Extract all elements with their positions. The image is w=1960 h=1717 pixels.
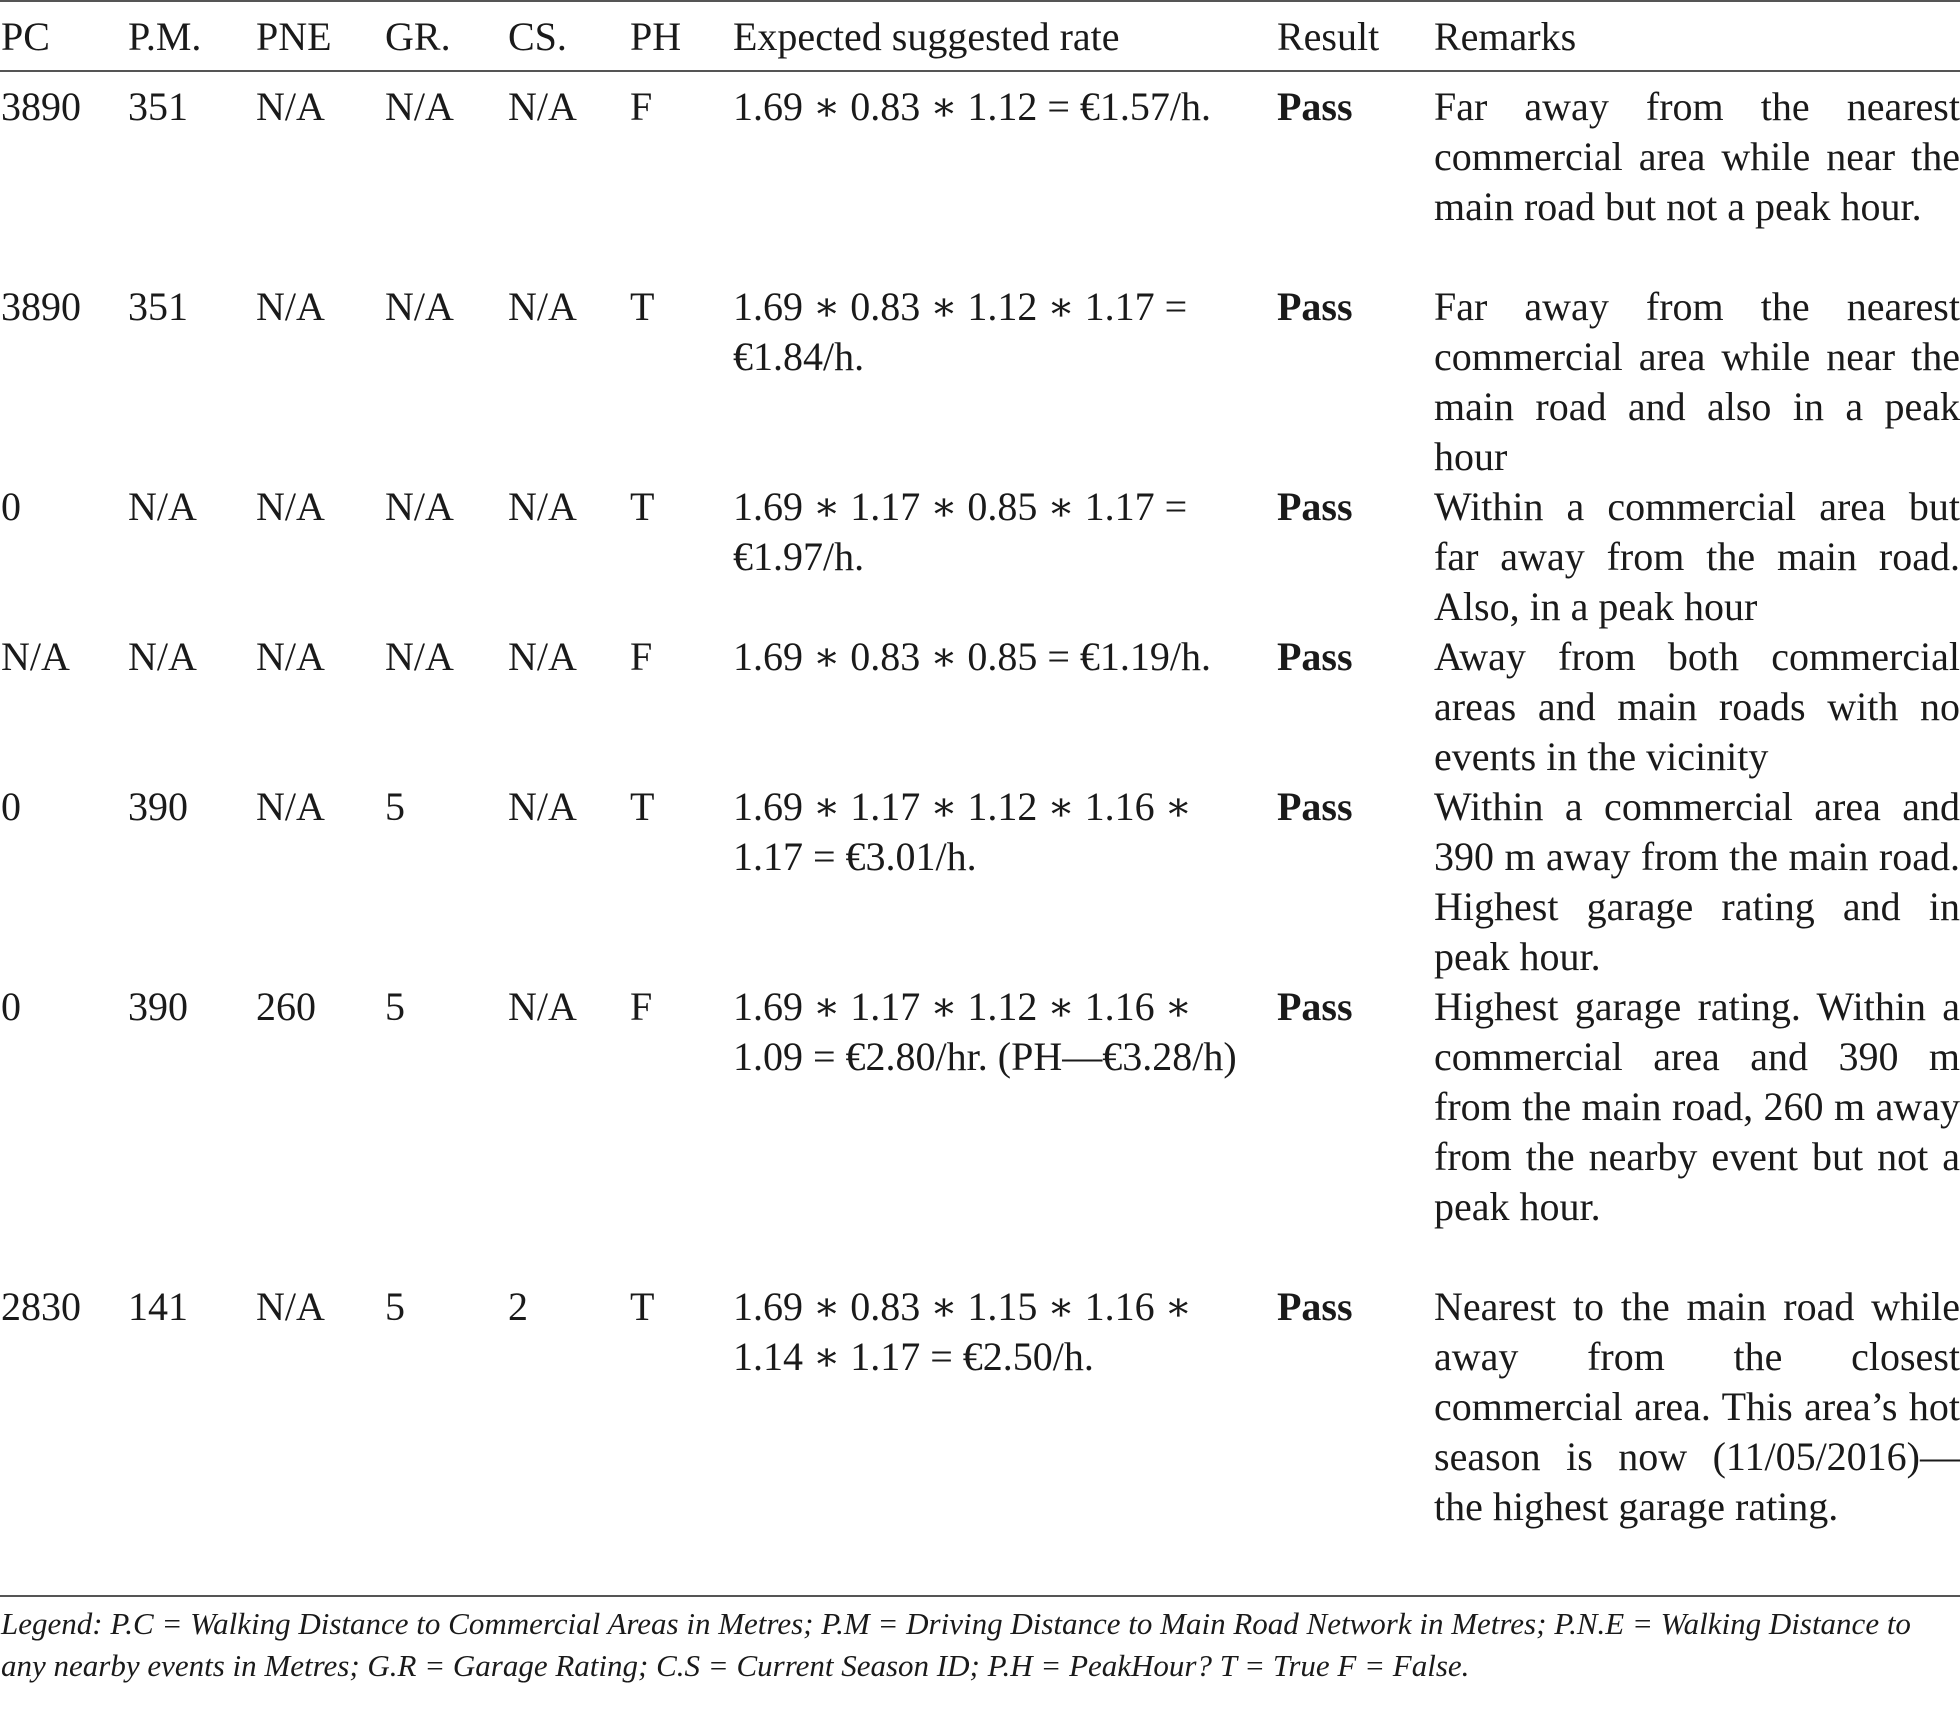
header-pne: PNE [256, 14, 332, 59]
cell-remarks: Away from both commercial areas and main roads with no events in the vicinity [1434, 634, 1960, 779]
cell-pc: 0 [1, 484, 21, 529]
table-legend: Legend: P.C = Walking Distance to Commercial Areas in Metres; P.M = Driving Distance to Main Road Network in Metres; P.N.E = Walking Distance to any nearby events in Metres; G.R = Garage Rating; C.S = Current Season ID; P.H = PeakHour? T = True F = False. [1, 1606, 1911, 1683]
header-rule [0, 70, 1960, 72]
cell-cs: N/A [508, 634, 577, 679]
cell-gr: N/A [385, 284, 454, 329]
header-gr: GR. [385, 14, 451, 59]
header-remarks: Remarks [1434, 14, 1577, 59]
cell-rate: 1.69 ∗ 1.17 ∗ 1.12 ∗ 1.16 ∗ 1.17 = €3.01/h. [733, 784, 1192, 879]
table-top-rule [0, 0, 1960, 2]
cell-cs: N/A [508, 284, 577, 329]
cell-result: Pass [1277, 484, 1353, 529]
cell-result: Pass [1277, 1284, 1353, 1329]
cell-remarks: Far away from the nearest commercial area while near the main road but not a peak hour. [1434, 84, 1960, 229]
header-ph: PH [630, 14, 682, 59]
cell-gr: N/A [385, 634, 454, 679]
cell-pm: N/A [128, 484, 197, 529]
cell-rate: 1.69 ∗ 1.17 ∗ 0.85 ∗ 1.17 = €1.97/h. [733, 484, 1188, 579]
cell-cs: N/A [508, 484, 577, 529]
cell-pne: N/A [256, 784, 325, 829]
cell-remarks: Within a commercial area but far away from the main road. Also, in a peak hour [1434, 484, 1960, 629]
cell-remarks: Far away from the nearest commercial area while near the main road and also in a peak hour [1434, 284, 1960, 479]
cell-cs: N/A [508, 984, 577, 1029]
cell-pc: 3890 [1, 84, 81, 129]
cell-pne: N/A [256, 634, 325, 679]
table-bottom-rule [0, 1595, 1960, 1597]
cell-ph: F [630, 84, 653, 129]
cell-cs: N/A [508, 784, 577, 829]
cell-rate: 1.69 ∗ 0.83 ∗ 1.15 ∗ 1.16 ∗ 1.14 ∗ 1.17 = €2.50/h. [733, 1284, 1192, 1379]
cell-pc: 2830 [1, 1284, 81, 1329]
cell-rate: 1.69 ∗ 0.83 ∗ 1.12 ∗ 1.17 = €1.84/h. [733, 284, 1188, 379]
cell-pne: N/A [256, 484, 325, 529]
cell-ph: T [630, 1284, 655, 1329]
cell-ph: F [630, 634, 653, 679]
cell-ph: T [630, 784, 655, 829]
cell-ph: F [630, 984, 653, 1029]
cell-pc: 0 [1, 784, 21, 829]
cell-rate: 1.69 ∗ 0.83 ∗ 0.85 = €1.19/h. [733, 634, 1212, 679]
cell-pne: N/A [256, 84, 325, 129]
cell-pm: N/A [128, 634, 197, 679]
cell-remarks: Highest garage rating. Within a commercial area and 390 m from the main road, 260 m away from the nearby event but not a peak hour. [1434, 984, 1960, 1229]
cell-pm: 390 [128, 984, 188, 1029]
cell-pc: N/A [1, 634, 70, 679]
cell-result: Pass [1277, 784, 1353, 829]
cell-result: Pass [1277, 984, 1353, 1029]
cell-remarks: Nearest to the main road while away from the closest commercial area. This area’s hot season is now (11/05/2016)—the highest garage rating. [1434, 1284, 1960, 1529]
cell-cs: 2 [508, 1284, 528, 1329]
cell-cs: N/A [508, 84, 577, 129]
cell-gr: 5 [385, 1284, 405, 1329]
cell-gr: 5 [385, 784, 405, 829]
cell-pc: 0 [1, 984, 21, 1029]
cell-pm: 351 [128, 84, 188, 129]
cell-result: Pass [1277, 84, 1353, 129]
cell-pne: N/A [256, 1284, 325, 1329]
header-result: Result [1277, 14, 1380, 59]
cell-pc: 3890 [1, 284, 81, 329]
cell-pm: 390 [128, 784, 188, 829]
header-cs: CS. [508, 14, 567, 59]
cell-ph: T [630, 284, 655, 329]
cell-pm: 351 [128, 284, 188, 329]
cell-pne: N/A [256, 284, 325, 329]
cell-gr: N/A [385, 484, 454, 529]
header-rate: Expected suggested rate [733, 14, 1120, 59]
cell-result: Pass [1277, 634, 1353, 679]
header-pm: P.M. [128, 14, 202, 59]
cell-rate: 1.69 ∗ 0.83 ∗ 1.12 = €1.57/h. [733, 84, 1212, 129]
cell-pm: 141 [128, 1284, 188, 1329]
cell-gr: 5 [385, 984, 405, 1029]
cell-result: Pass [1277, 284, 1353, 329]
cell-remarks: Within a commercial area and 390 m away from the main road. Highest garage rating and in peak hour. [1434, 784, 1960, 979]
cell-rate: 1.69 ∗ 1.17 ∗ 1.12 ∗ 1.16 ∗ 1.09 = €2.80/hr. (PH—€3.28/h) [733, 984, 1237, 1079]
header-pc: PC [1, 14, 50, 59]
cell-ph: T [630, 484, 655, 529]
cell-gr: N/A [385, 84, 454, 129]
cell-pne: 260 [256, 984, 316, 1029]
